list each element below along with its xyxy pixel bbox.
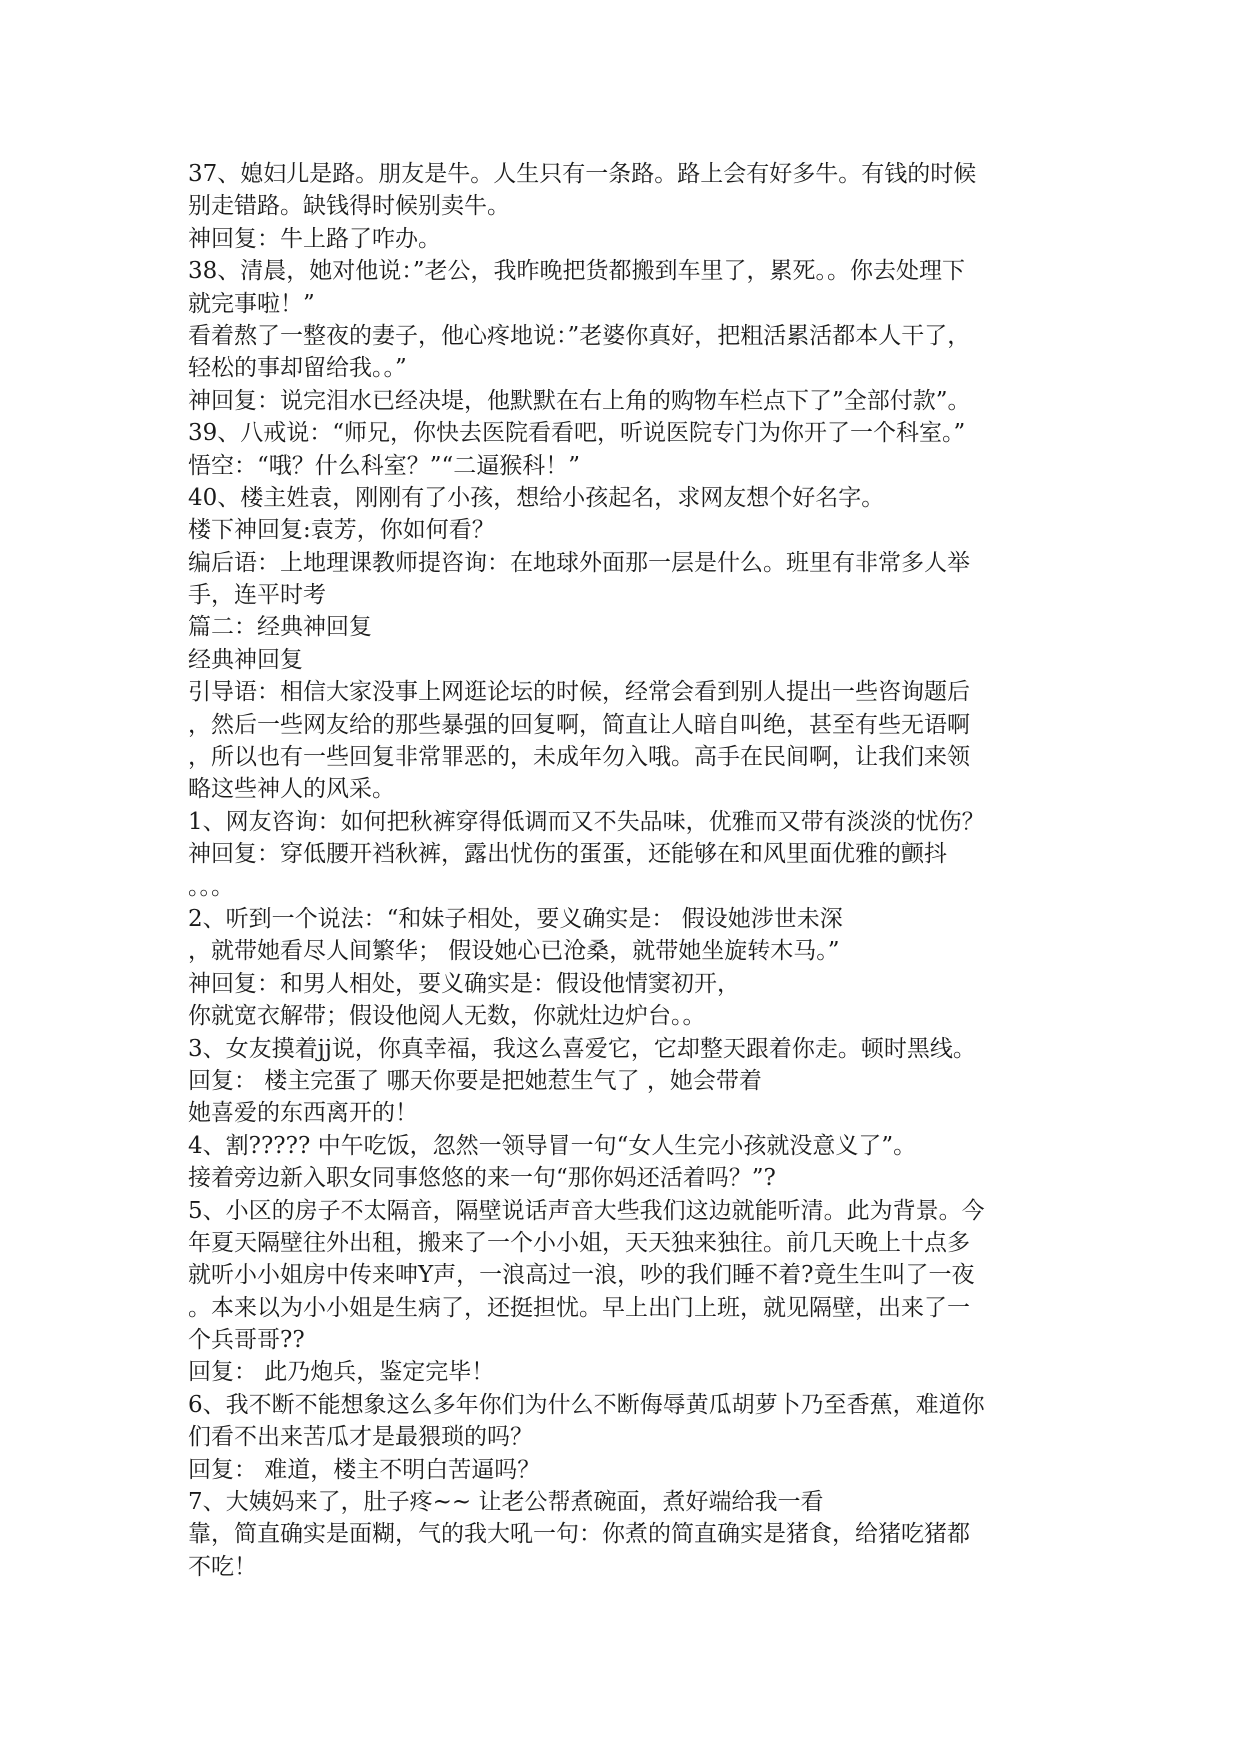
text-line: 就听小小姐房中传来呻Y声，一浪高过一浪，吵的我们睡不着?竟生生叫了一夜: [188, 1262, 975, 1289]
text-line: 篇二：经典神回复: [188, 614, 372, 641]
text-line: 就完事啦！”: [188, 290, 315, 317]
text-line: 40、楼主姓袁，刚刚有了小孩，想给小孩起名，求网友想个好名字。: [188, 484, 885, 511]
text-line: 37、媳妇儿是路。朋友是牛。人生只有一条路。路上会有好多牛。有钱的时候: [188, 161, 977, 187]
text-line: 回复： 此乃炮兵，鉴定完毕！: [188, 1359, 495, 1386]
text-line: 手，连平时考: [188, 582, 326, 609]
text-line: ，然后一些网友给的那些暴强的回复啊，简直让人暗自叫绝，甚至有些无语啊: [188, 711, 970, 738]
text-line: 个兵哥哥??: [188, 1327, 305, 1354]
document-body: [188, 158, 1068, 1583]
text-line: 神回复：说完泪水已经决堤，他默默在右上角的购物车栏点下了”全部付款”。: [188, 387, 971, 414]
text-line: 2、听到一个说法：“和妹子相处，要义确实是： 假设她涉世未深: [188, 905, 843, 932]
text-line: 。本来以为小小姐是生病了，还挺担忧。早上出门上班，就见隔壁，出来了一: [188, 1294, 970, 1321]
text-line: 看着熬了一整夜的妻子，他心疼地说：”老婆你真好，把粗活累活都本人干了，: [188, 322, 971, 349]
text-line: 你就宽衣解带；假设他阅人无数，你就灶边炉台。。: [188, 1003, 706, 1030]
text-line: 年夏天隔壁往外出租，搬来了一个小小姐，天天独来独往。前几天晚上十点多: [188, 1229, 970, 1256]
text-line: 回复： 难道，楼主不明白苦逼吗？: [188, 1456, 541, 1483]
text-line: ，所以也有一些回复非常罪恶的，未成年勿入哦。高手在民间啊，让我们来领: [188, 744, 970, 771]
text-line: 3、女友摸着jj说，你真幸福，我这么喜爱它，它却整天跟着你走。顿时黑线。: [188, 1035, 976, 1062]
text-line: 38、清晨，她对他说：”老公，我昨晚把货都搬到车里了，累死。。你去处理下: [188, 258, 966, 285]
text-line: ，就带她看尽人间繁华； 假设她心已沧桑，就带她坐旋转木马。”: [188, 938, 840, 965]
text-line: 5、小区的房子不太隔音，隔壁说话声音大些我们这边就能听清。此为背景。今: [188, 1197, 985, 1224]
text-line: 她喜爱的东西离开的！: [188, 1100, 418, 1127]
text-line: 们看不出来苦瓜才是最猥琐的吗？: [188, 1424, 533, 1451]
text-line: 7、大姨妈来了，肚子疼~~ 让老公帮煮碗面，煮好端给我一看: [188, 1489, 824, 1516]
text-line: 别走错路。缺钱得时候别卖牛。: [188, 193, 510, 220]
text-line: 1、网友咨询：如何把秋裤穿得低调而又不失品味，优雅而又带有淡淡的忧伤？: [188, 808, 985, 835]
text-line: 4、割????? 中午吃饭，忽然一领导冒一句“女人生完小孩就没意义了”。: [188, 1132, 917, 1159]
text-line: 。。。: [188, 873, 234, 900]
text-line: 神回复：穿低腰开裆秋裤，露出忧伤的蛋蛋，还能够在和风里面优雅的颤抖: [188, 841, 947, 868]
text-line: 不吃！: [188, 1553, 257, 1580]
text-line: 轻松的事却留给我。。”: [188, 355, 407, 382]
text-line: 略这些神人的风采。: [188, 776, 395, 803]
text-line: 6、我不断不能想象这么多年你们为什么不断侮辱黄瓜胡萝卜乃至香蕉，难道你: [188, 1391, 985, 1418]
text-line: 靠，简直确实是面糊，气的我大吼一句：你煮的简直确实是猪食，给猪吃猪都: [188, 1521, 970, 1548]
text-line: 楼下神回复:袁芳，你如何看？: [188, 517, 495, 544]
text-line: 接着旁边新入职女同事悠悠的来一句“那你妈还活着吗？”?: [188, 1165, 776, 1192]
text-line: 经典神回复: [188, 646, 303, 673]
text-line: 引导语：相信大家没事上网逛论坛的时候，经常会看到别人提出一些咨询题后: [188, 679, 970, 706]
text-line: 回复： 楼主完蛋了 哪天你要是把她惹生气了 ，她会带着: [188, 1067, 762, 1094]
text-line: 39、八戒说：“师兄，你快去医院看看吧，听说医院专门为你开了一个科室。”: [188, 420, 966, 447]
text-line: 神回复：牛上路了咋办。: [188, 225, 441, 252]
text-line: 编后语：上地理课教师提咨询：在地球外面那一层是什么。班里有非常多人举: [188, 549, 970, 576]
text-line: 神回复：和男人相处，要义确实是：假设他情窦初开，: [188, 970, 740, 997]
text-line: 悟空：“哦？什么科室？”“二逼猴科！”: [188, 452, 581, 479]
